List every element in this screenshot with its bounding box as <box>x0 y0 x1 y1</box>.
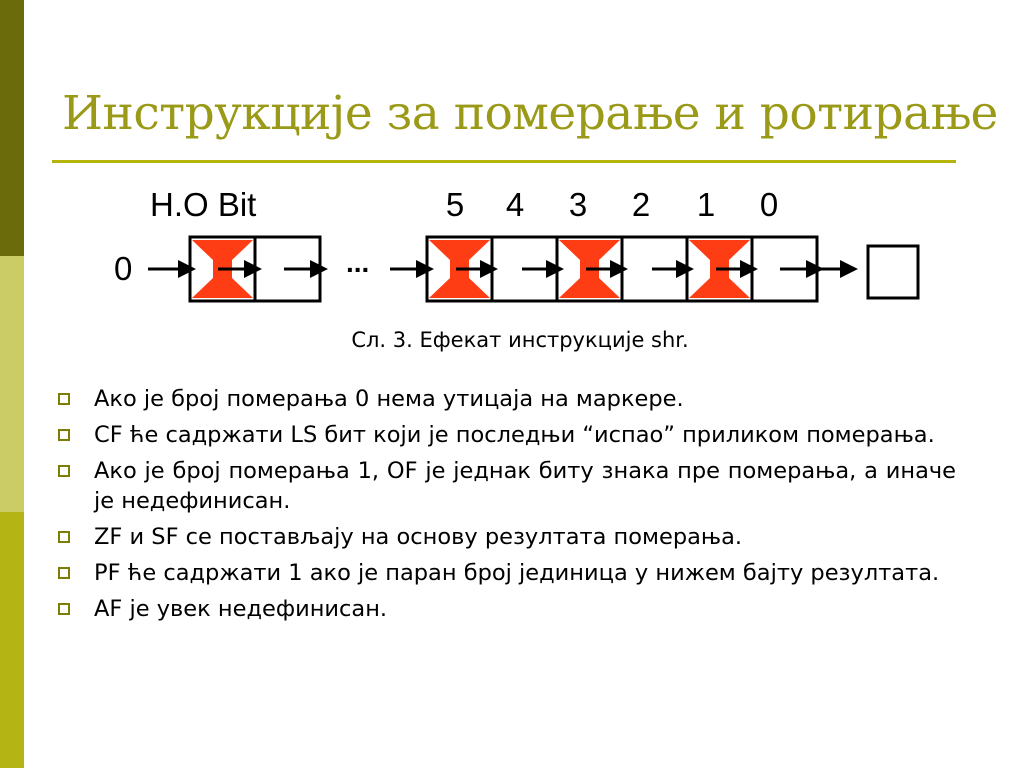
list-item <box>56 558 956 588</box>
input-zero-label: 0 <box>114 250 133 287</box>
list-item-text: Ако је број померања 0 нема утицаја на маркере. <box>94 386 684 412</box>
square-bullet-icon <box>58 567 70 579</box>
side-bar-bottom <box>0 512 24 768</box>
list-item <box>56 420 956 450</box>
carry-box <box>868 246 918 298</box>
list-item-text: CF ће садржати LS бит који је последњи “испао” приликом померања. <box>94 422 935 448</box>
list-item-text: AF је увек недефинисан. <box>94 596 388 622</box>
list-item <box>56 522 956 552</box>
arrow-icon <box>840 260 858 278</box>
figure-caption: Сл. 3. Ефекат инструкције shr. <box>351 328 689 352</box>
ellipsis: ... <box>346 247 370 278</box>
list-item-text: Ако је број померања 1, OF је једнак биту знака пре померања, а иначе је недефинисан. <box>94 458 956 514</box>
list-item <box>56 594 956 624</box>
bit-label-3: 3 <box>568 186 588 223</box>
bit-label-2: 2 <box>631 186 651 223</box>
square-bullet-icon <box>58 465 70 477</box>
list-item-text: PF ће садржати 1 ако је паран број јединица у нижем бајту резултата. <box>94 560 940 586</box>
bullet-list <box>56 384 956 630</box>
list-item <box>56 384 956 414</box>
square-bullet-icon <box>58 531 70 543</box>
bit-label-5: 5 <box>445 186 465 223</box>
bit-label-1: 1 <box>696 186 716 223</box>
square-bullet-icon <box>58 429 70 441</box>
square-bullet-icon <box>58 393 70 405</box>
list-item-text: ZF и SF се постављају на основу резултата померања. <box>94 524 743 550</box>
slide-title: Инструкције за померање и ротирање <box>62 86 998 141</box>
bit-label-0: 0 <box>759 186 779 223</box>
ho-bit-label: H.O Bit <box>150 186 257 223</box>
bit-label-4: 4 <box>505 186 525 223</box>
shr-diagram <box>0 0 1024 330</box>
list-item <box>56 456 956 516</box>
square-bullet-icon <box>58 603 70 615</box>
